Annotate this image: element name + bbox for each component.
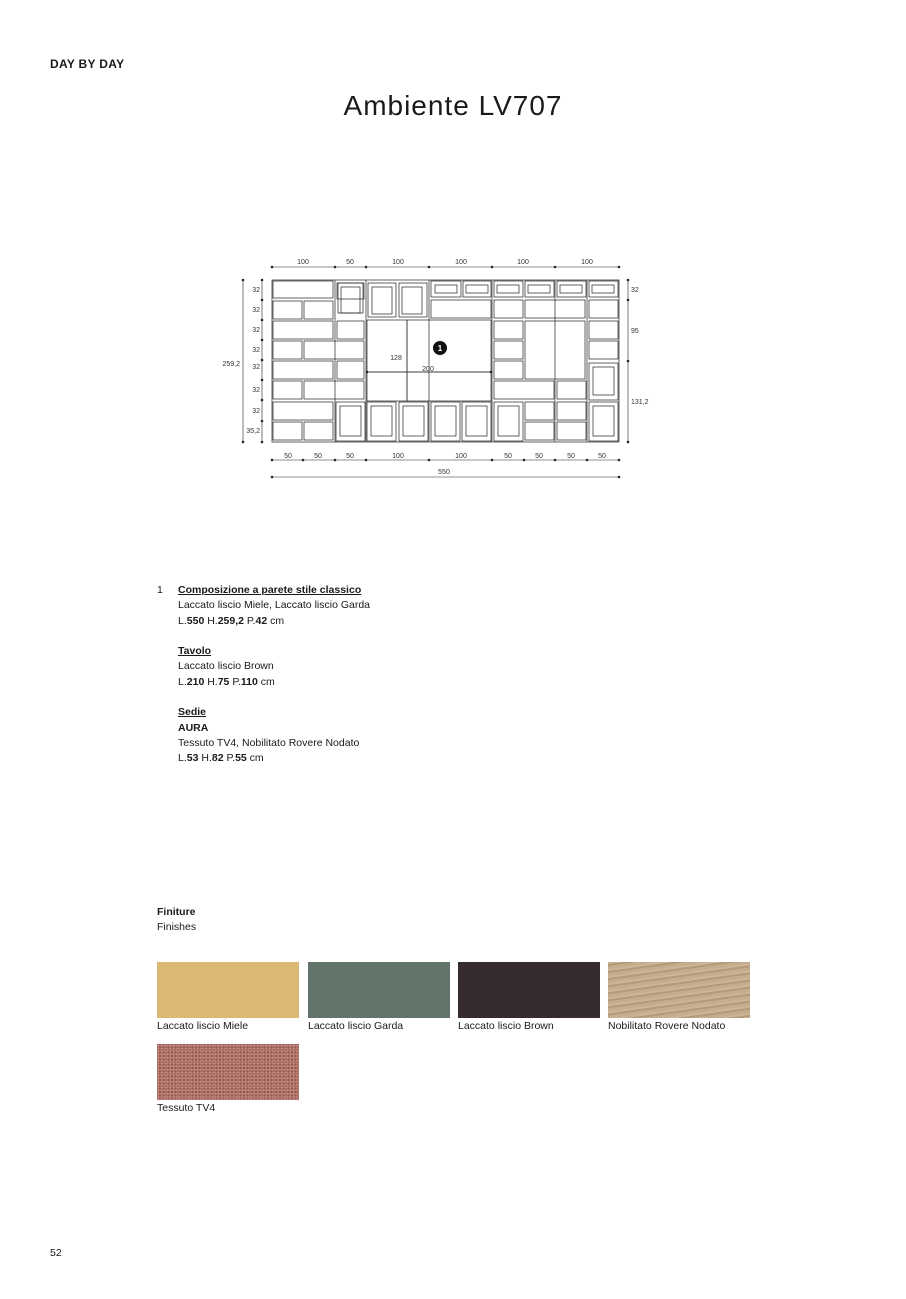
swatch-label: Laccato liscio Brown [458,1020,554,1032]
dim-total-height: 259,2 [222,361,240,368]
dim-left-6: 32 [252,387,260,394]
dim-left-2: 32 [252,307,260,314]
dim-bottom-1: 50 [284,453,292,460]
dim-top-3: 100 [392,259,404,266]
composition-drawing [210,250,660,485]
dim-right-3: 131,2 [631,399,649,406]
item-wall-composition [178,583,557,767]
dim-bottom-6: 50 [504,453,512,460]
swatch-label: Laccato liscio Garda [308,1020,404,1032]
item-title: Tavolo [178,645,212,658]
dim-bottom-5: 100 [455,453,467,460]
swatch-rovere-nodato [608,962,750,1018]
swatch-tessuto-tv4 [157,1044,299,1100]
dim-top-5: 100 [517,259,529,266]
dim-right-1: 32 [631,287,639,294]
item-subtitle: AURA [178,721,209,734]
dim-total-width: 550 [438,469,450,476]
dim-left-5: 32 [252,364,260,371]
brand-label: DAY BY DAY [50,57,125,71]
dim-bottom-8: 50 [567,453,575,460]
composition-description [157,583,557,767]
dim-bottom-3: 50 [346,453,354,460]
dim-right-2: 95 [631,328,639,335]
dim-top-6: 100 [581,259,593,266]
dim-left-8: 35,2 [246,428,260,435]
dim-top-2: 50 [346,259,354,266]
dim-bottom-2: 50 [314,453,322,460]
item-title: Composizione a parete stile classico [178,584,362,596]
dim-top-1: 100 [297,259,309,266]
dim-left-4: 32 [252,347,260,354]
dim-left-3: 32 [252,327,260,334]
page-number: 52 [50,1247,62,1259]
page-title: Ambiente LV707 [343,90,563,121]
item-dimensions: L.550 H.259,2 P.42 cm [178,614,285,627]
swatch-label: Laccato liscio Miele [157,1020,249,1032]
dim-inner-width: 200 [422,366,434,373]
swatch-miele [157,962,299,1018]
dim-bottom-9: 50 [598,453,606,460]
item-number: 1 [157,584,163,596]
item-finish: Laccato liscio Miele, Laccato liscio Garda [178,599,371,612]
item-dimensions: L.53 H.82 P.55 cm [178,752,264,765]
dim-left-7: 32 [252,408,260,415]
item-title: Sedie [178,706,207,719]
swatch-brown [458,962,600,1018]
item-dimensions: L.210 H.75 P.110 cm [178,675,275,688]
swatch-label: Nobilitato Rovere Nodato [608,1020,726,1032]
finishes-heading: Finiture [157,906,196,918]
item-finish: Laccato liscio Brown [178,660,274,673]
dim-top-4: 100 [455,259,467,266]
dim-bottom-4: 100 [392,453,404,460]
dim-left-1: 32 [252,287,260,294]
finishes-subheading: Finishes [157,921,197,933]
swatch-label: Tessuto TV4 [157,1102,216,1114]
item-finish: Tessuto TV4, Nobilitato Rovere Nodato [178,736,360,749]
dim-bottom-7: 50 [535,453,543,460]
swatch-garda [308,962,450,1018]
item-marker-number: 1 [437,344,443,353]
dim-inner-height: 128 [390,355,402,362]
